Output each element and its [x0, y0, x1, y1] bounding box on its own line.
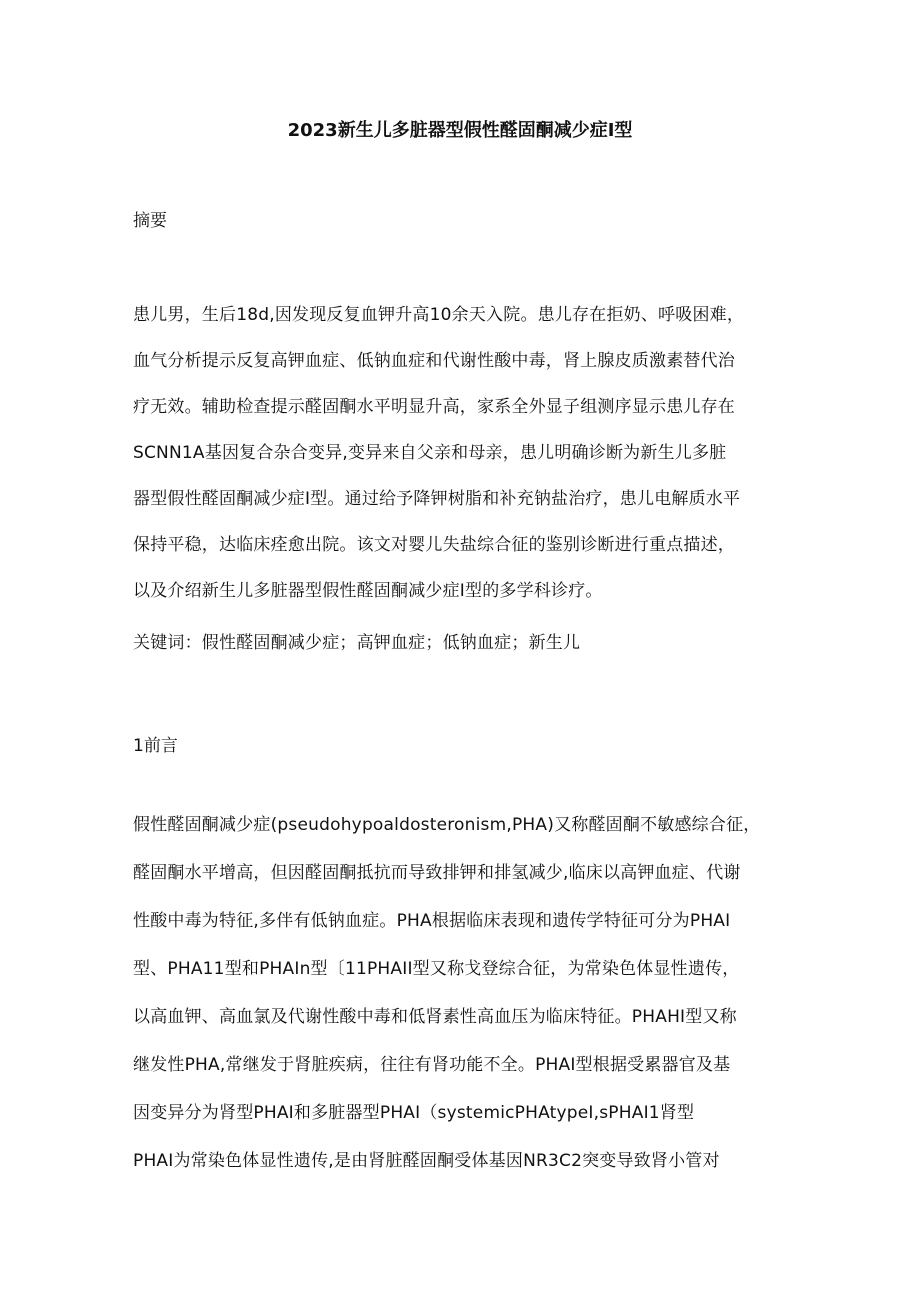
section-line: 以高血钾、高血氯及代谢性酸中毒和低肾素性高血压为临床特征。PHAHI型又称	[133, 1007, 737, 1027]
section-line: 性酸中毒为特征,多伴有低钠血症。PHA根据临床表现和遗传学特征可分为PHAI	[133, 911, 731, 931]
section-line: 继发性PHA,常继发于肾脏疾病，往往有肾功能不全。PHAI型根据受累器官及基	[133, 1055, 731, 1075]
abstract-line: 血气分析提示反复高钾血症、低钠血症和代谢性酸中毒，肾上腺皮质激素替代治	[133, 351, 735, 371]
abstract-line: 患儿男，生后18d,因发现反复血钾升高10余天入院。患儿存在拒奶、呼吸困难，	[133, 305, 745, 325]
abstract-line: 疗无效。辅助检查提示醛固酮水平明显升高，家系全外显子组测序显示患儿存在	[133, 397, 735, 417]
abstract-line: SCNN1A基因复合杂合变异,变异来自父亲和母亲，患儿明确诊断为新生儿多脏	[133, 443, 727, 463]
abstract-line: 以及介绍新生儿多脏器型假性醛固酮减少症Ⅰ型的多学科诊疗。	[133, 581, 603, 601]
keywords-line: 关键词：假性醛固酮减少症；高钾血症；低钠血症；新生儿	[133, 633, 581, 653]
document-title: 2023新生儿多脏器型假性醛固酮减少症Ⅰ型	[287, 120, 633, 141]
section-line: 因变异分为肾型PHAI和多脏器型PHAI（systemicPHAtypeI,sPHAI1肾型	[133, 1103, 695, 1123]
abstract-line: 保持平稳，达临床痊愈出院。该文对婴儿失盐综合征的鉴别诊断进行重点描述，	[133, 535, 735, 555]
section-line: 型、PHA11型和PHAIn型〔11PHAII型又称戈登综合征，为常染色体显性遗传，	[133, 959, 740, 979]
section-line: 醛固酮水平增高，但因醛固酮抵抗而导致排钾和排氢减少,临床以高钾血症、代谢	[133, 863, 741, 883]
section-heading: 1前言	[133, 736, 178, 756]
abstract-line: 器型假性醛固酮减少症Ⅰ型。通过给予降钾树脂和补充钠盐治疗，患儿电解质水平	[133, 489, 741, 509]
section-line: 假性醛固酮减少症(pseudohypoaldosteronism,PHA)又称醛固酮不敏感综合征，	[133, 815, 761, 835]
abstract-heading: 摘要	[133, 211, 167, 231]
section-line: PHAI为常染色体显性遗传,是由肾脏醛固酮受体基因NR3C2突变导致肾小管对	[133, 1151, 720, 1171]
